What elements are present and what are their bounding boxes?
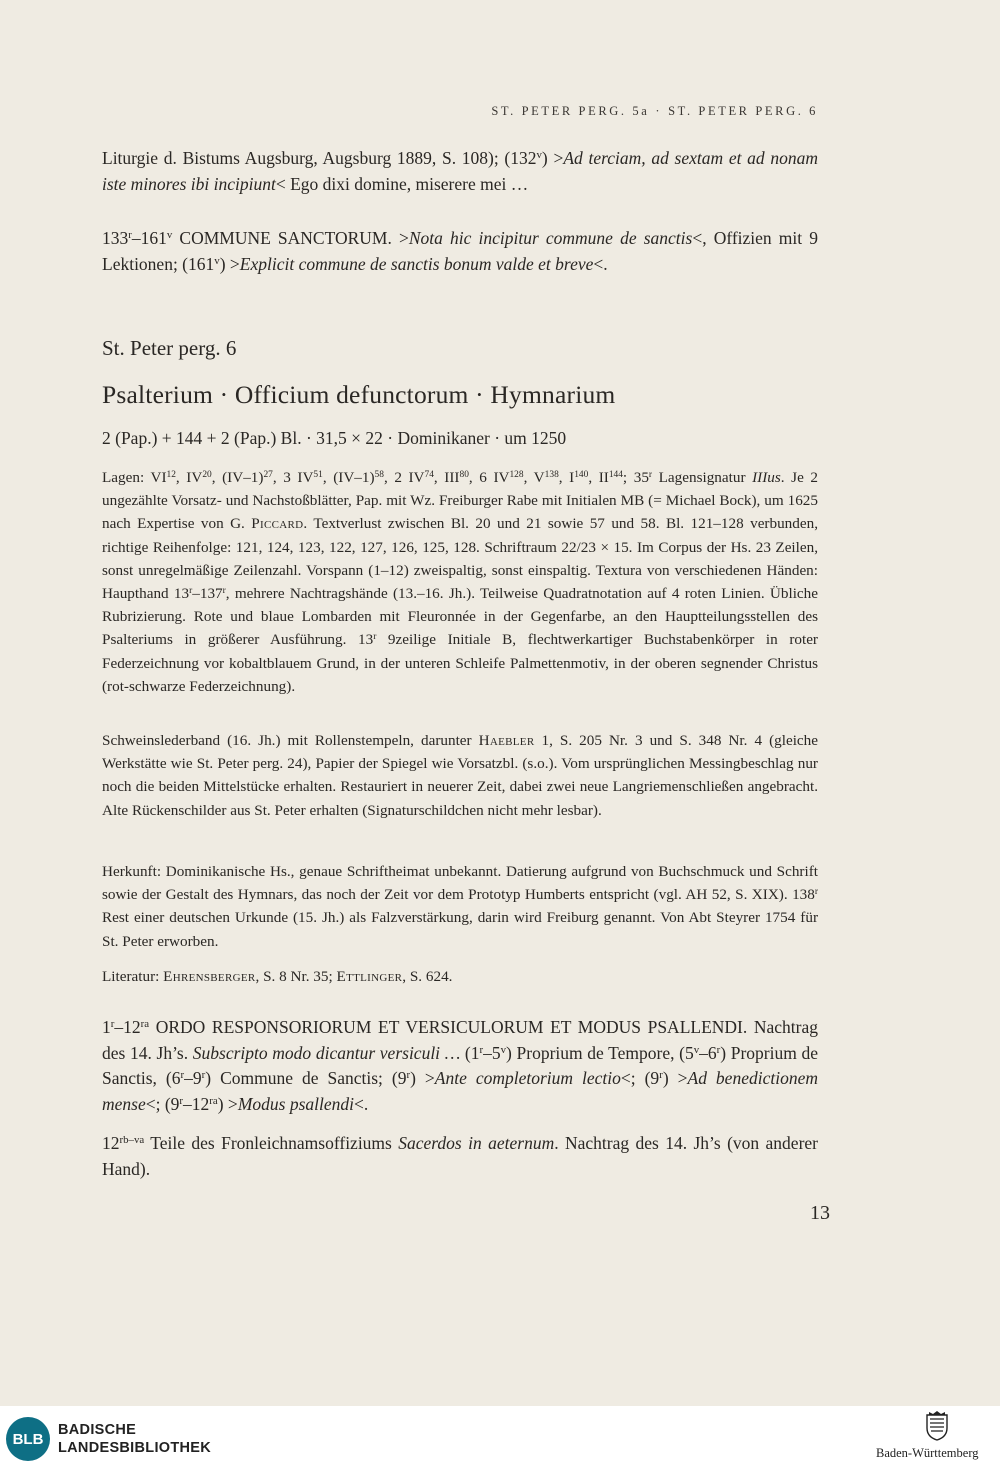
running-header-right: ST. PETER PERG. 6 [668, 104, 818, 118]
page-number: 13 [810, 1202, 830, 1224]
library-name[interactable] [58, 1421, 211, 1457]
contents-entry-1: $1^r-12^{ra}$ ORDO RESPONSORIORUM ET VERSICULORUM ET MODUS PSALLENDI. Nachtrag des 14. Jh’s. Subscripto modo dicantur versiculi … (1$^r$–5$^v$) Proprium de Tempore, (5$^v$–6$^r$) Proprium de Sanctis, (6$^r$–9$^r$) Commune de Sanctis; $(9^r)$ >Ante completorium lectio<; $(9^r) >Ad$ benedictionem mense<; $(9^r-12^{ra})$ >Modus psallendi<. [102, 1017, 819, 1114]
library-name-line-2: LANDESBIBLIOTHEK [58, 1440, 212, 1456]
previous-entry-paragraph-2: 133$^r$–161$^v$ COMMUNE SANCTORUM. >Nota hic incipitur commune de sanctis<, Offizien mit 9 Lektionen; $(161^v)$ >Explicit commune de sanctis bonum valde et breve<. [102, 228, 818, 274]
baden-wuerttemberg-crest-icon [925, 1411, 949, 1441]
provenance-description: Herkunft: Dominikanische Hs., genaue Schriftheimat unbekannt. Datierung aufgrund von Buchschmuck und Schrift sowie der Gestalt des Hymnars, das noch der Zeit vor dem Prototyp Humberts entspricht (vgl. AH 52, S. XIX). 138$^r$ Rest einer deutschen Urkunde (15. Jh.) als Falzverstärkung, darin wird Freiburg genannt. Von Abt Steyrer 1754 für St. Peter erworben. [102, 863, 818, 950]
binding-description: Schweinslederband (16. Jh.) mit Rollenstempeln, darunter Haebler 1, S. 205 Nr. 3 und S. 348 Nr. 4 (gleiche Werkstätte wie St. Peter perg. 24), Papier der Spiegel wie Vorsatzbl. (s.o.). Vom ursprünglichen Messingbeschlag nur noch die beiden Mittelstücke erhalten. Restauriert in neuerer Zeit, dabei zwei neue Langriemenschließen angebracht. Alte Rückenschilder aus St. Peter erhalten (Signaturschildchen nicht mehr lesbar). [102, 732, 818, 819]
literature-reference: Literatur: Ehrensberger, S. 8 Nr. 35; Ettlinger, S. 624. [102, 968, 453, 985]
blb-logo-icon[interactable]: BLB [6, 1417, 50, 1461]
manuscript-title: Psalterium · Officium defunctorum · Hymnarium [102, 380, 616, 409]
running-header-left: ST. PETER PERG. 5a [491, 104, 650, 118]
footer-bar [0, 1406, 1000, 1464]
shelfmark: St. Peter perg. 6 [102, 336, 237, 360]
baden-wuerttemberg-label: Baden-Württemberg [876, 1446, 979, 1460]
previous-entry-paragraph-1: Liturgie d. Bistums Augsburg, Augsburg 1889, S. 108); $(132^v) >Ad$ terciam, ad sextam et ad nonam iste minores ibi incipiunt< Ego dixi domine, miserere mei … [102, 148, 818, 194]
manuscript-metadata: 2 (Pap.) + 144 + 2 (Pap.) Bl. · 31,5 × 22 · Dominikaner · um 1250 [102, 428, 567, 448]
library-name-line-1: BADISCHE [58, 1422, 137, 1438]
physical-description: Lagen: VI$^{12}$, IV$^{20}$, $(IV-1)^{27}$, 3 IV$^{51}$, $(IV-1)^{58}$, 2 IV$^{74}$, III$^{80}$, 6 IV$^{128}$, $V^{138}$, $I^{140}$, II$^{144}$; 35$^r$ Lagensignatur IIIus. Je 2 ungezählte Vorsatz- und Nachstoßblätter, Pap. mit Wz. Freiburger Rabe mit Initialen MB (= Michael Bock), um 1625 nach Expertise von G. Piccard. Textverlust zwischen Bl. 20 und 21 sowie 57 und 58. Bl. 121–128 verbunden, richtige Reihenfolge: 121, 124, 123, 122, 127, 126, 125, 128. Schriftraum 22/23 × 15. Im Corpus der Hs. 23 Zeilen, sonst unregelmäßige Zeilenzahl. Vorspann (1–12) zweispaltig, sonst einspaltig. Textura von verschiedenen Händen: Haupthand 13$^r$–137$^r$, mehrere Nachtragshände (13.–16. Jh.). Teilweise Quadratnotation auf 4 roten Linien. Übliche Rubrizierung. Rote und blaue Lombarden mit Fleuronnée in der Gegenfarbe, an den Hauptteilungsstellen des Psalteriums in größerer Ausführung. 13$^r$ 9zeilige Initiale B, flechtwerkartiger Buchstabenkörper in roter Federzeichnung vor kobaltblauem Grund, in der unteren Schleife Palmettenmotiv, in der oberen segnender Christus (rot-schwarze Federzeichnung). [102, 469, 819, 695]
running-header [491, 104, 818, 119]
contents-entry-2: $12^{rb-va}$ Teile des Fronleichnamsoffiziums Sacerdos in aeternum. Nachtrag des 14. Jh’s (von anderer Hand). [102, 1133, 818, 1179]
running-header-separator: · [655, 104, 663, 118]
